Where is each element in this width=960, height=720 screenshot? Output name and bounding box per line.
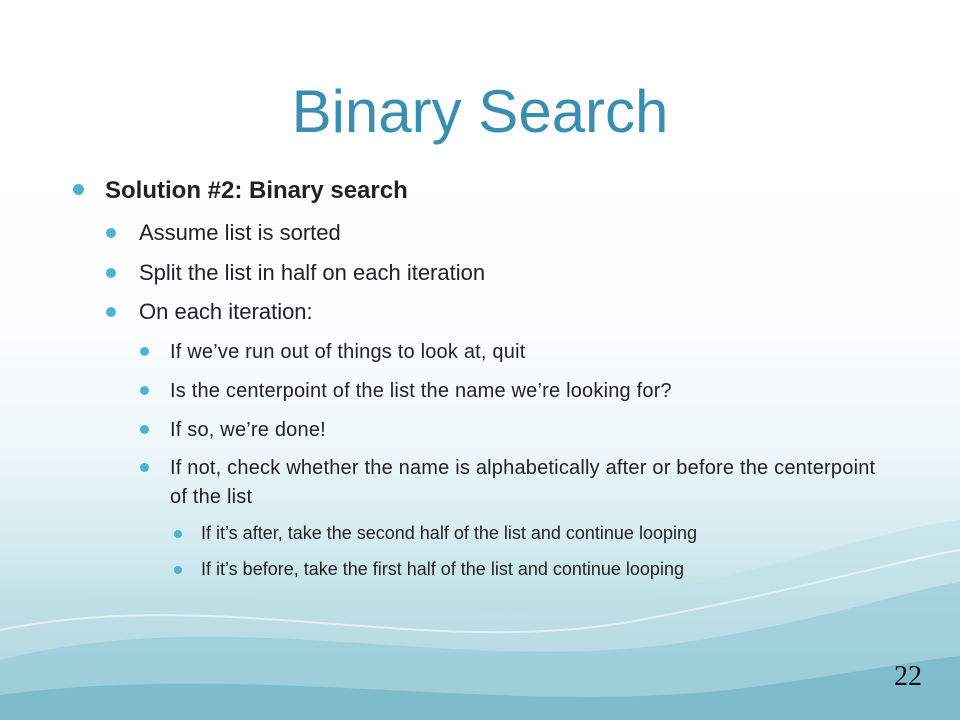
bullet-icon — [140, 463, 149, 472]
slide-title: Binary Search — [291, 78, 669, 145]
bullet-item: On each iteration: — [139, 299, 313, 324]
bullet-icon — [106, 228, 116, 238]
bullet-item: If we’ve run out of things to look at, quit — [170, 341, 526, 363]
page-number: 22 — [894, 661, 922, 692]
bullet-item: Solution #2: Binary search — [105, 177, 408, 204]
bullet-icon — [106, 307, 116, 317]
bullet-icon — [174, 530, 182, 538]
bullet-icon — [73, 184, 84, 195]
bullet-item: If it’s before, take the first half of the list and continue looping — [201, 559, 684, 579]
bullet-item: If so, we’re done! — [170, 419, 326, 441]
bullet-icon — [140, 425, 149, 434]
bullet-item: If it’s after, take the second half of the list and continue looping — [201, 523, 697, 543]
bullet-item: Split the list in half on each iteration — [139, 260, 486, 285]
bullet-icon — [174, 566, 182, 574]
bullet-item: Assume list is sorted — [139, 220, 341, 245]
bullet-icon — [140, 347, 149, 356]
bullet-icon — [140, 386, 149, 395]
bullet-icon — [106, 268, 116, 278]
bullet-item: Is the centerpoint of the list the name we’re looking for? — [170, 380, 672, 402]
bullet-item: If not, check whether the name is alphabetically after or before the centerpoint of the list — [170, 457, 876, 508]
